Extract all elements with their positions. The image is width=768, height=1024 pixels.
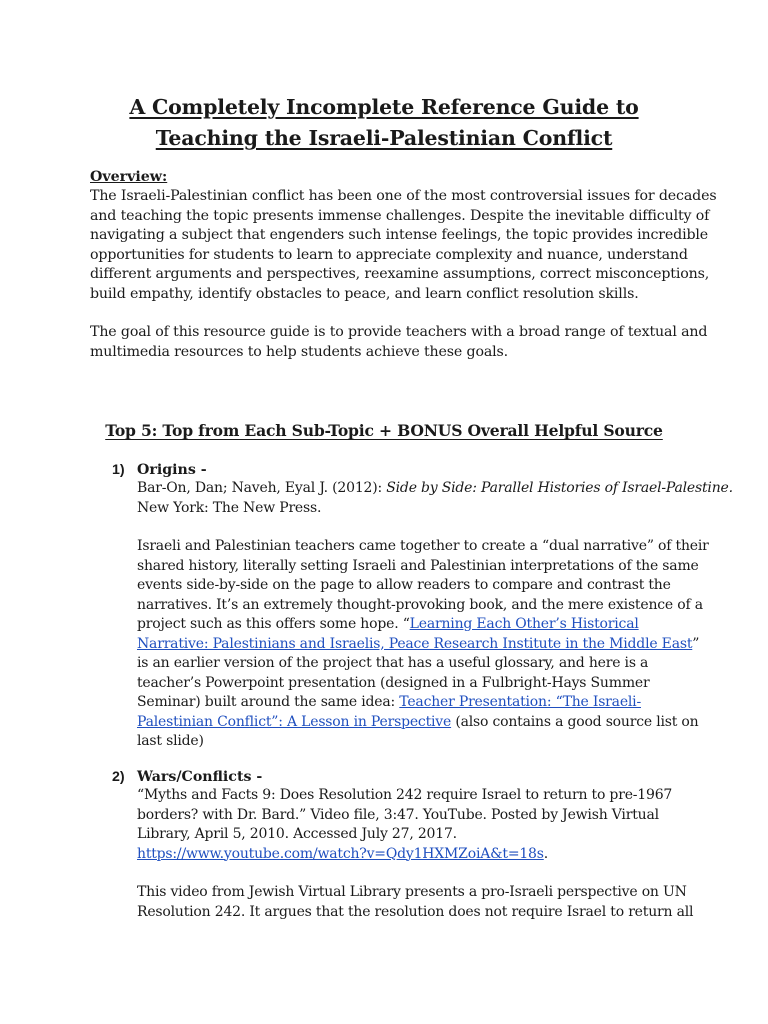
text-line: and teaching the topic presents immense challenges. Despite the inevitable difficulty of <box>90 207 710 224</box>
citation-authors: Bar-On, Dan; Naveh, Eyal J. (2012): <box>137 480 387 496</box>
text-line: navigating a subject that engenders such intense feelings, the topic provides incredible <box>90 227 709 243</box>
teacher-presentation-link[interactable]: Teacher Presentation: “The Israeli- <box>399 694 641 710</box>
text-line: shared history, literally setting Israeli and Palestinian interpretations of the same <box>137 557 699 574</box>
text-line: borders? with Dr. Bard.” Video file, 3:47. YouTube. Posted by Jewish Virtual <box>137 806 659 823</box>
document-title-line-2: Teaching the Israeli-Palestinian Conflict <box>155 126 613 150</box>
overview-paragraph-1 <box>90 187 717 304</box>
text-line: last slide) <box>137 733 204 749</box>
text-line: is an earlier version of the project that has a useful glossary, and here is a <box>137 655 649 671</box>
top5-heading: Top 5: Top from Each Sub-Topic + BONUS Overall Helpful Source <box>105 421 663 440</box>
teacher-presentation-link-cont[interactable]: Palestinian Conflict”: A Lesson in Perspective <box>137 713 452 730</box>
learning-narratives-link-cont[interactable]: Narrative: Palestinians and Israelis, Peace Research Institute in the Middle East <box>137 635 693 652</box>
citation-book-title: Side by Side: Parallel Histories of Israel-Palestine. <box>386 480 733 496</box>
learning-narratives-link[interactable]: Learning Each Other’s Historical <box>409 616 639 632</box>
item-1-citation <box>137 479 733 518</box>
text-line: This video from Jewish Virtual Library presents a pro-Israeli perspective on UN <box>137 884 687 900</box>
text-line: opportunities for students to learn to appreciate complexity and nuance, understand <box>90 246 688 263</box>
text-line: Israeli and Palestinian teachers came together to create a “dual narrative” of their <box>137 538 709 554</box>
text-line: Resolution 242. It argues that the resolution does not require Israel to return all <box>137 903 694 920</box>
text-line: build empathy, identify obstacles to peace, and learn conflict resolution skills. <box>90 285 639 302</box>
text-segment: Seminar) built around the same idea: <box>137 694 400 710</box>
item-1-heading: Origins - <box>137 462 207 478</box>
text-line: The goal of this resource guide is to provide teachers with a broad range of textual and <box>90 324 708 340</box>
text-segment: project such as this offers some hope. “ <box>137 616 410 632</box>
document-title-line-1: A Completely Incomplete Reference Guide to <box>129 95 639 119</box>
item-1-description <box>137 537 709 752</box>
item-2-heading: Wars/Conflicts - <box>137 769 263 785</box>
text-segment: ” <box>692 635 700 652</box>
item-2-description <box>137 883 697 922</box>
item-2-number: 2) <box>112 769 125 785</box>
text-line: Library, April 5, 2010. Accessed July 27, 2017. <box>137 826 457 842</box>
overview-heading: Overview: <box>90 169 168 185</box>
text-segment: (also contains a good source list on <box>451 713 699 730</box>
text-line: different arguments and perspectives, reexamine assumptions, correct misconceptions, <box>90 266 710 282</box>
overview-paragraph-2 <box>90 323 708 362</box>
item-2-citation <box>137 786 697 864</box>
youtube-video-link[interactable]: https://www.youtube.com/watch?v=Qdy1HXMZoiA&t=18s <box>137 845 544 862</box>
text-line: narratives. It’s an extremely thought-provoking book, and the mere existence of a <box>137 596 703 613</box>
citation-publisher: New York: The New Press. <box>137 499 322 516</box>
item-1-number: 1) <box>112 462 125 478</box>
text-segment: . <box>543 845 549 862</box>
text-line: multimedia resources to help students achieve these goals. <box>90 343 509 360</box>
text-line: events side-by-side on the page to allow readers to compare and contrast the <box>137 577 671 593</box>
text-line: The Israeli-Palestinian conflict has been one of the most controversial issues for decades <box>90 188 717 204</box>
text-line: teacher’s Powerpoint presentation (designed in a Fulbright-Hays Summer <box>137 674 650 691</box>
text-line: “Myths and Facts 9: Does Resolution 242 require Israel to return to pre-1967 <box>137 787 673 803</box>
